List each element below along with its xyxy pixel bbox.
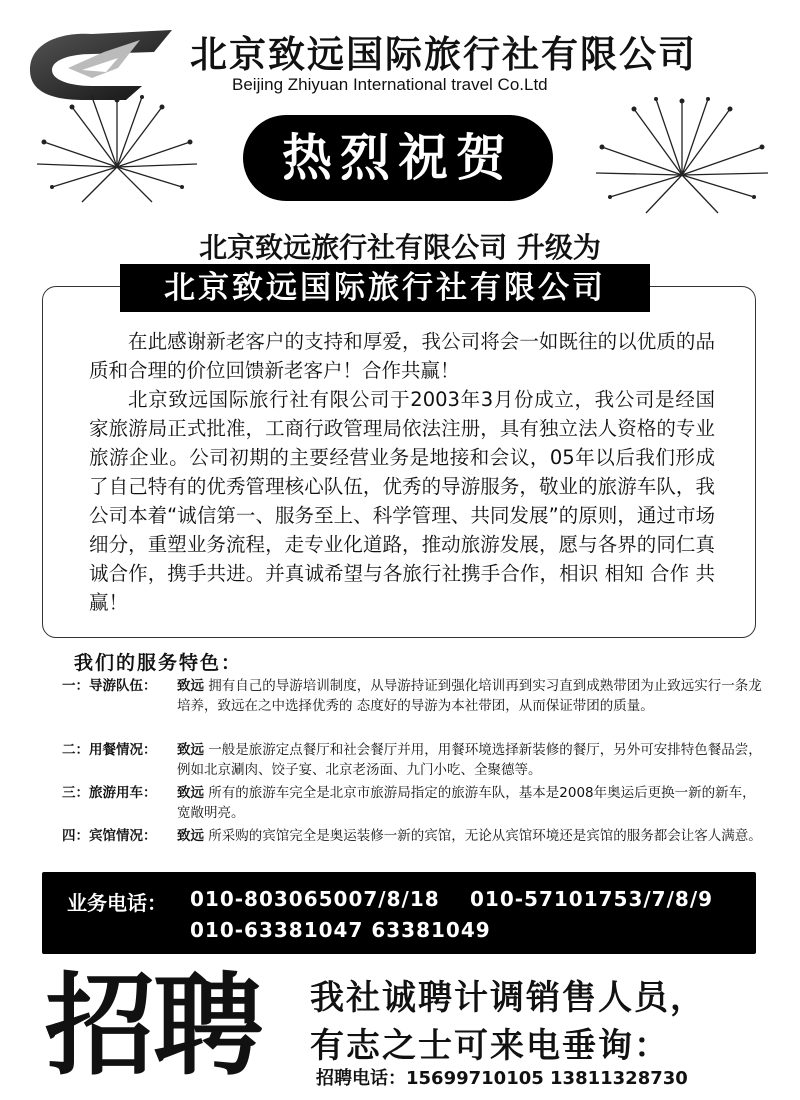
feature-brand: 致远 [177, 742, 204, 758]
feature-brand: 致远 [177, 785, 204, 801]
business-phone-2: 010-57101753/7/8/9 [470, 887, 714, 911]
feature-number: 一：导游队伍： [62, 678, 157, 694]
feature-item [62, 783, 762, 823]
intro-box [42, 286, 756, 638]
feature-item [62, 676, 762, 716]
intro-paragraph-1: 在此感谢新老客户的支持和厚爱，我公司将会一如既往的以优质的品质和合理的价位回馈新老客户！合作共赢！ [89, 330, 715, 382]
new-company-name-banner: 北京致远国际旅行社有限公司 [120, 264, 650, 312]
feature-text: 拥有自己的导游培训制度，从导游持证到强化培训再到实习直到成熟带团为止致远实行一条龙培养，致远在之中选择优秀的 态度好的导游为本社带团，从而保证带团的质量。 [177, 678, 762, 714]
business-phone-3: 010-63381047 63381049 [190, 918, 491, 942]
company-name-cn: 北京致远国际旅行社有限公司 [190, 33, 697, 76]
feature-text: 所采购的宾馆完全是奥运装修一新的宾馆，无论从宾馆环境还是宾馆的服务都会让客人满意。 [204, 828, 762, 844]
recruit-line-1: 我社诚聘计调销售人员， [310, 978, 706, 1018]
feature-brand: 致远 [177, 828, 204, 844]
feature-item [62, 740, 762, 780]
recruit-phone: 招聘电话：15699710105 13811328730 [316, 1068, 688, 1089]
business-phone-1: 010-803065007/8/18 [190, 887, 440, 911]
firework-icon [592, 95, 772, 220]
feature-text: 所有的旅游车完全是北京市旅游局指定的旅游车队，基本是2008年奥运后更换一新的新车，宽敞明亮。 [177, 785, 756, 821]
feature-brand: 致远 [177, 678, 204, 694]
business-phone-bar [42, 872, 756, 954]
upgrade-announcement: 北京致远旅行社有限公司 升级为 [199, 231, 601, 264]
feature-text: 一般是旅游定点餐厅和社会餐厅并用，用餐环境选择新装修的餐厅，另外可安排特色餐品尝，例如北京涮肉、饺子宴、北京老汤面、九门小吃、全聚德等。 [177, 742, 762, 778]
feature-number: 二：用餐情况： [62, 742, 157, 758]
feature-item [62, 826, 762, 846]
feature-number: 四：宾馆情况： [62, 828, 157, 844]
features-title: 我们的服务特色： [74, 652, 243, 674]
feature-number: 三：旅游用车： [62, 785, 157, 801]
recruit-line-2: 有志之士可来电垂询： [310, 1026, 670, 1066]
recruit-heading: 招聘 [45, 962, 261, 1090]
intro-paragraph-2: 北京致远国际旅行社有限公司于2003年3月份成立，我公司是经国家旅游局正式批准，工商行政管理局依法注册，具有独立法人资格的专业旅游企业。公司初期的主要经营业务是地接和会议，05年以后我们形成了自己特有的优秀管理核心队伍，优秀的导游服务，敬业的旅游车队，我公司本着“诚信第一、服务至上、科学管理、共同发展”的原则，通过市场细分，重塑业务流程，走专业化道路，推动旅游发展，愿与各界的同仁真诚合作，携手共进。并真诚希望与各旅行社携手合作，相识 相知 合作 共赢！ [89, 388, 715, 614]
company-name-en: Beijing Zhiyuan International travel Co.Ltd [232, 75, 548, 94]
firework-icon [32, 92, 202, 212]
congrats-banner: 热烈祝贺 [243, 115, 553, 201]
business-phone-label: 业务电话： [67, 891, 167, 915]
